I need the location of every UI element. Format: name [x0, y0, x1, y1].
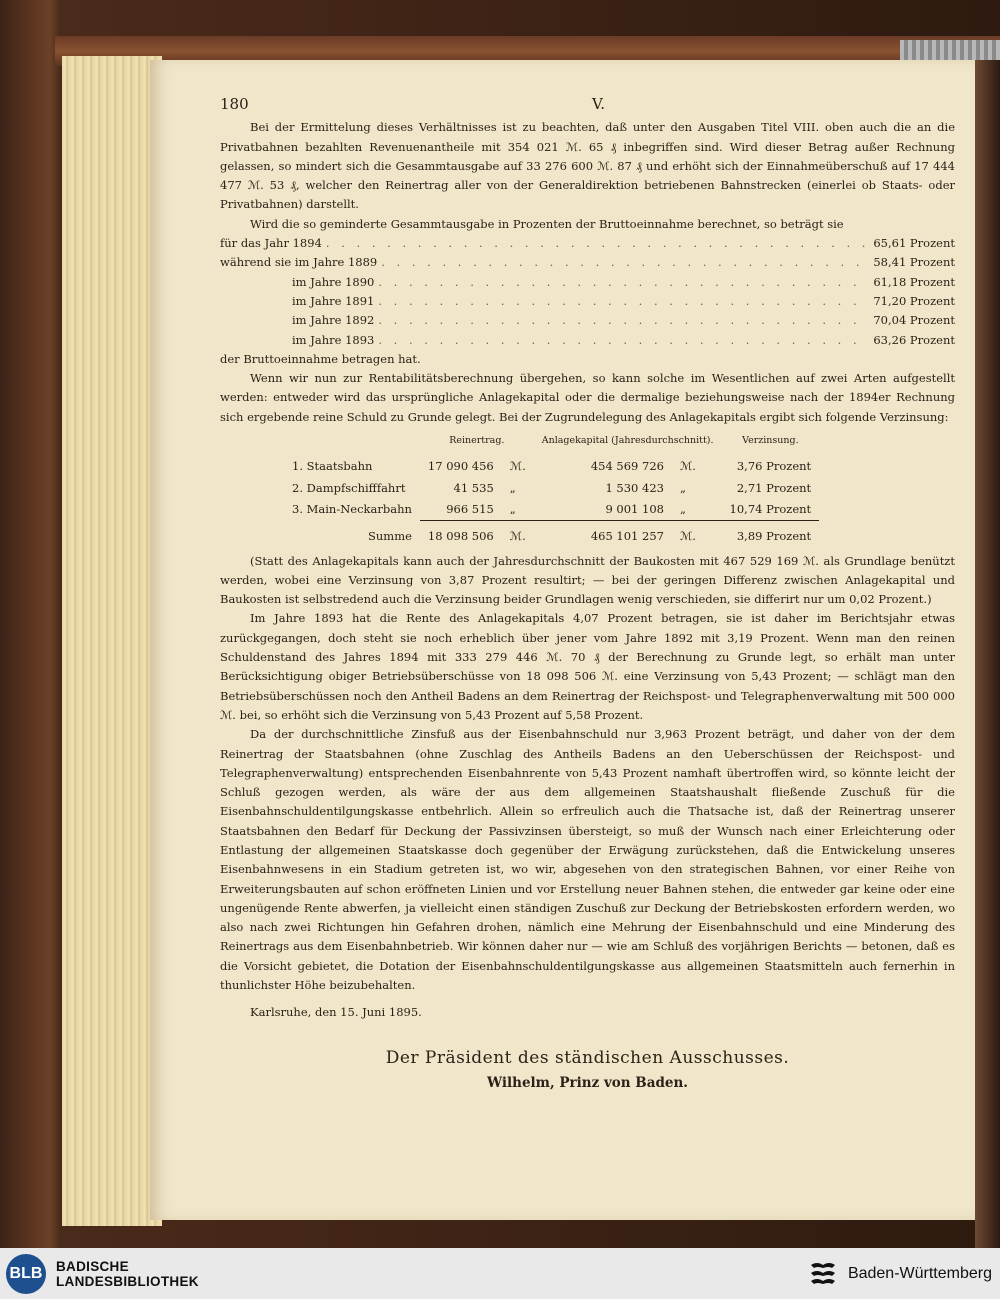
page-header [220, 95, 605, 114]
place-date: Karlsruhe, den 15. Juni 1895. [250, 1005, 422, 1020]
blb-brand[interactable] [6, 1254, 199, 1294]
color-calibration-strip [900, 40, 1000, 62]
signature-title: Der Präsident des ständischen Ausschusses. [385, 1047, 790, 1068]
interest-table [284, 431, 819, 547]
signature-name: Wilhelm, Prinz von Baden. [486, 1074, 689, 1091]
paragraph-6: Da der durchschnittliche Zinsfuß aus der Eisenbahnschuld nur 3,963 Prozent beträgt, und daher von der dem Reinertrag der Staatsbahnen (ohne Zuschlag des Antheils Badens an den Ueberschüssen der Reichspost- und Telegraphenverwaltung) entsprechenden Eisenbahnrente von 5,43 Prozent namhaft übertroffen wird, so könnte leicht der Schluß gezogen werden, als wäre der aus dem allgemeinen Staatshaushalt fließende Zuschuß für die Eisenbahnschuldentilgungskasse entbehrlich. Allein so erfreulich auch die Thatsache ist, daß der Reinertrag unserer Staatsbahnen den Bedarf für Deckung der Passivzinsen übersteigt, so muß der Wunsch nach einer Erleichterung oder Entlastung der allgemeinen Staatskasse doch gegenüber der Erwägung zurückstehen, daß die Entwickelung unseres Eisenbahnwesens in ein Stadium getreten ist, wo wir, abgesehen von den strategischen Bahnen, vor einer Reihe von Erweiterungsbauten auf schon eröffneten Linien und vor Erstellung neuer Bahnen stehen, die entweder gar keine oder eine ungenügende Rente abwerfen, ja vielleicht einen ständigen Zuschuß zur Deckung der Betriebskosten erfordern werden, wo also nach zwei Richtungen hin Gefahren drohen, nämlich eine Mehrung der Eisenbahnschuld und eine Minderung des Reinertrags aus dem Eisenbahnbetrieb. Wir können daher nur — wie am Schluß des vorjährigen Berichts — betonen, daß es die Vorsicht gebietet, die Dotation der Eisenbahnschuldentilgungskasse aus allgemeinen Staatsmitteln auch fernerhin in thunlichster Höhe beizubehalten. [220, 727, 955, 993]
percent-row: im Jahre 1890 . . . 61,18 Prozent [220, 273, 955, 292]
percent-row: im Jahre 1892 . . . 70,04 Prozent [220, 311, 955, 330]
table-row: 1. Staatsbahn 17 090 456 ℳ. 454 569 726 ℳ. 3,76 Prozent [292, 459, 812, 474]
percent-row: im Jahre 1891 . . . 71,20 Prozent [220, 292, 955, 311]
percent-row: im Jahre 1893 . . . 63,26 Prozent [220, 331, 955, 350]
percent-row: für das Jahr 1894 . . . 65,61 Prozent [220, 234, 955, 253]
section-number: V. [592, 95, 605, 113]
page-text [220, 95, 955, 1093]
bw-brand[interactable] [808, 1259, 992, 1289]
header-reinertrag: Reinertrag. [449, 435, 505, 447]
footer-bar [0, 1248, 1000, 1299]
paragraph-2: Wird die so geminderte Gesammtausgabe in Prozenten der Bruttoeinnahme berechnet, so beträgt sie [250, 216, 844, 231]
book-right-edge [975, 60, 1000, 1248]
blb-logo-icon: BLB [6, 1254, 46, 1294]
paragraph-5: Im Jahre 1893 hat die Rente des Anlagekapitals 4,07 Prozent betragen, sie ist daher im Berichtsjahr etwas zurückgegangen, doch steht sie noch erheblich über jener vom Jahre 1892 mit 3,19 Prozent. Wenn man den reinen Schuldenstand des Jahres 1894 mit 333 279 446 ℳ. 70 ₰ der Berechnung zu Grunde legt, so erhält man unter Berücksichtigung obiger Betriebsüberschüsse von 18 098 506 ℳ. eine Verzinsung von 5,43 Prozent; — schlägt man den Betriebsüberschüssen noch den Antheil Badens an dem Reinertrag der Reichspost- und Telegraphenverwaltung mit 500 000 ℳ. bei, so erhöht sich die Verzinsung von 5,43 Prozent auf 5,58 Prozent. [220, 611, 955, 722]
paragraph-4: (Statt des Anlagekapitals kann auch der Jahresdurchschnitt der Baukosten mit 467 529 169 ℳ. als Grundlage benützt werden, wobei eine Verzinsung von 3,87 Prozent resultirt; — bei der geringen Differenz zwischen Anlagekapital und Baukosten ist selbstredend auch die Verzinsung beider Grundlagen wenig verschieden, sie differirt nur um 0,02 Prozent.) [220, 553, 955, 607]
paragraph-3: Wenn wir nun zur Rentabilitätsberechnung übergehen, so kann solche im Wesentlichen auf zwei Arten aufgestellt werden: entweder wird das ursprüngliche Anlagekapital oder die dermalige beziehungsweise nach der 1894er Rechnung sich ergebende reine Schuld zu Grunde gelegt. Bei der Zugrundelegung des Anlagekapitals ergibt sich folgende Verzinsung: [220, 371, 955, 424]
blb-name: BADISCHE LANDESBIBLIOTHEK [56, 1258, 199, 1289]
page-stack-edge [62, 56, 162, 1226]
lions-coat-of-arms-icon [808, 1259, 838, 1289]
table-row: 2. Dampfschifffahrt 41 535 „ 1 530 423 „ 2,71 Prozent [292, 480, 812, 495]
table-sum-row: Summe 18 098 506 ℳ. 465 101 257 ℳ. 3,89 Prozent [284, 521, 819, 548]
table-row: 3. Main-Neckarbahn 966 515 „ 9 001 108 „ 10,74 Prozent [292, 501, 812, 517]
header-verzinsung: Verzinsung. [742, 435, 799, 447]
bw-name: Baden-Württemberg [847, 1264, 992, 1282]
page-number: 180 [220, 95, 249, 113]
header-anlagekapital: Anlagekapital (Jahresdurchschnitt). [541, 435, 714, 447]
percent-row: während sie im Jahre 1889 . . . 58,41 Prozent [220, 253, 955, 272]
percent-list [220, 234, 955, 350]
table-header-row [284, 431, 819, 456]
paragraph-2-end: der Bruttoeinnahme betragen hat. [220, 351, 421, 366]
paragraph-1: Bei der Ermittelung dieses Verhältnisses ist zu beachten, daß unter den Ausgaben Titel VIII. oben auch die an die Privatbahnen bezahlten Revenuenantheile mit 354 021 ℳ. 65 ₰ inbegriffen sind. Wird dieser Betrag außer Rechnung gelassen, so mindert sich die Gesammtausgabe auf 33 276 600 ℳ. 87 ₰ und erhöht sich der Einnahmeüberschuß auf 17 444 477 ℳ. 53 ₰, welcher den Reinertrag aller von der Generaldirektion betriebenen Bahnstrecken (einerlei ob Staats- oder Privatbahnen) darstellt. [220, 120, 955, 212]
